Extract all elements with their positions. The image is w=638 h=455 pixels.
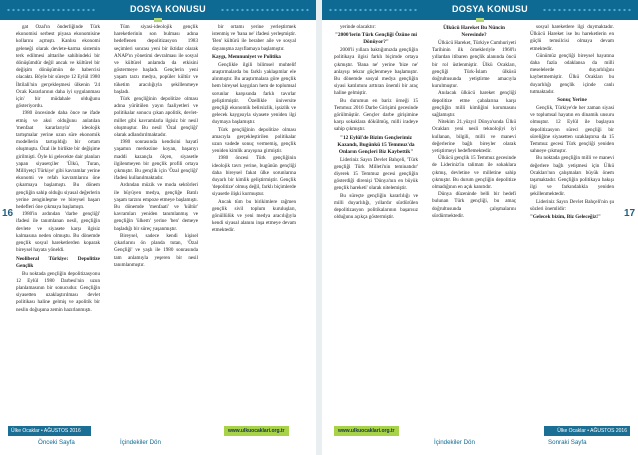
article-paragraph: bir ortamı yerine yerleştirmek istenmiş ve 'bana ne' ifadesi yerleşmiştir. 'Ben' kültürü ile beraber aile ve sosyal dayanışma zayıflamaya başlamıştır. [212,24,296,52]
article-paragraph: Ancak tüm bu birikimlere rağmen gençlik sivil toplum kuruluşları, gönüllülük ve yeni medya aracılığıyla kendi siyasal alanını inşa etmeye devam etmektedir. [212,198,296,234]
article-paragraph: gat Özal'ın önderliğinde Türk ekonomisi serbest piyasa ekonomisine kollarını açmıştı. Kanlısı ekonomi geleneği olarak devlete-karma sistemin terk edilmesi alttarihe sahibindeki bir dönüşümdür değil ancak ve kültürel bir değişim dönüşümün de habercisi olacaktı. Böyle bir süreçte 12 Eylül 1980 İhtilali'nin gerçekleşmesi ülkenin '24 Ocak Kararlarının daha iyi uygulanması için' bir müdahale olduğunu gösteriyordu. [16,24,100,110]
article-column-4 [334,24,418,422]
article-subheading: "2000'lerin Türk Gençliği Özüne mi Dönüyor?" [334,32,417,46]
article-column-1 [16,24,100,422]
article-paragraph: Bireysel, sadece kendi kişisel çıkarlarını ön planda tutan, 'Özal Gençliği' ve yaşlı ile 1980 sonrasında tam anlamıyla yeşeren bir nesil tanımlanmıştır. [114,232,198,268]
article-paragraph: Lideriniz Sayın Devlet Bahçeli, 'Türk gençliği Türk Milleti'nin teminatıdır' diyerek 15 Temmuz gecesi gençliğin gösterdiği direnişi 'Dünya'nın en büyük gençlik hareketi' olarak nitelemiştir. [334,156,418,192]
toc-link-left[interactable]: İçindekiler Dön [120,439,161,446]
article-paragraph: 1980 sonrasında kendisini hayatî yaşamın merkezine koyan, başarıyı maddi kazançla ölçen, siyasetle ilgilenmeyen bir gençlik profili ortaya çıkmıştır. Bu gençlik için 'Özal gençliği' ifadesi kullanılmaktadır. [114,139,198,182]
right-issue-strip: Ülke Ocaklar • AĞUSTOS 2016 [544,426,630,436]
left-issue-strip: Ülke Ocaklar • AĞUSTOS 2016 [8,426,91,436]
article-paragraph: Ülkücü Hareket, Türkiye Cumhuriyeti Tarihinin ilk örnekleriyle 1960'lı yıllardan itibaren gençlik alanında öncü bir rol üstlenmiştir. Ülkü Ocakları, gençliği Türk-İslam ülküsü doğrultusunda yetiştirme amacıyla kurulmuştur. [432,40,516,90]
left-header-title: DOSYA KONUSU [130,4,206,14]
article-paragraph: Türk gençliğinin depolitize olması amacıyla gerçekleştirilen politikalar uzun vadede sonuç vermemiş, gençlik yeniden kimlik arayışına girmiştir. [212,126,296,155]
article-subheading: Neoliberal Türkiye: Depolitize Gençlik [16,255,100,269]
left-page-number: 16 [2,208,14,219]
article-paragraph: Nitekim 21.yüzyıl Dünya'sında Ülkü Ocakları yeni nesli teknolojiyi iyi kullanan, bilgili, milli ve manevi değerlerine bağlı bireyler olarak yetiştirmeyi hedeflemektedir. [432,119,516,155]
header-accent-mark [154,18,162,22]
toc-link-right[interactable]: İçindekiler Dön [434,439,475,446]
article-paragraph: 1980'in ardından 'darbe gençliği' ifadesi ile tanımlanan nesil, gençliğin devlete ve siyasete karşı ilgisiz kalmasına neden olmuştu. Bu dönemde gençlik sosyal hareketlerden koparak bireysel hayata yöneldi. [16,211,100,254]
header-dots-decoration [6,8,96,12]
article-paragraph: 2000'li yıllara baktığımızda gençliğin politikaya ilgisi farklı biçimde ortaya çıkmıştır. 'Bana ne' yerine 'bize ne' anlayışı tekrar güçlenmeye başlamıştır. Bu dönemde sosyal medya gençliğin siyasi katılımını arttıran önemli bir araç haline gelmiştir. [334,47,418,97]
article-paragraph: Gençlikle ilgili bilimsel muhtelif araştırmalarda bu farklı yaklaşımlar ele alınmıştır. Bu araştırmalara göre gençlik hem bireysel kaygıları hem de toplumsal sorunlar karşısında farklı tavırlar geliştirmiştir. Özellikle üniversite gençliği ekonomik belirsizlik, işsizlik ve gelecek kaygısıyla siyasete yeniden ilgi duymaya başlamıştır. [212,61,296,126]
article-column-3 [212,24,296,422]
header-dots-decoration [328,8,418,12]
right-page-number: 17 [624,208,636,219]
article-paragraph: 1980 öncesinde daha önce ne ifade etmiş ve aksi olduğunu anlatılan 'menfaat kararlarıyla' ideolojik tartışmalar yerine uzun süre ekonomik modellerin tartışıldığı bir ortam oluşmuştu. Özal ile birlikte bir değişime girilmişti. Öyle ki gelecekte dair planları yapan siyasetçiler 'Ülkü, Turan, Milliyetçi Türkiye' gibi kavramlar yerine ekonomi ve refah kavramlarını öne çıkarmaya başlamıştı. Bu dönem gençliğin sahip olduğu siyasal değerlerin yerine zenginleşme ve bireysel başarı hedefleri öne çıkmaya başlamıştı. [16,110,100,211]
article-subheading: Sonuç Yerine [557,97,587,104]
article-paragraph: Lideriniz Sayın Devlet Bahçeli'nin şu sözleri önemlidir: [530,198,614,212]
header-dots-decoration [220,8,310,12]
next-page-link[interactable]: Sonraki Sayfa [548,439,587,446]
article-paragraph: Gençlik, Türkiye'de her zaman siyasi ve toplumsal hayatın en dinamik unsuru olmuştur. 12 Eylül ile başlayan depolitizasyon süreci gençliği bir süreliğine siyasetten uzaklaştırsa da 15 Temmuz gecesi Türk gençliği yeniden sahneye çıkmıştır. [530,105,614,155]
article-paragraph: Dünya düzeninde belli bir hedefi bulunan Türk gençliği, bu amaç doğrultusunda çalışmalarını sürdürmektedir. [432,191,516,219]
right-header-bar [322,0,638,20]
article-column-5 [432,24,516,422]
left-header-bar [0,0,316,20]
article-column-6 [530,24,614,422]
article-paragraph: yerinde olacaktır: [340,24,376,30]
page-gutter [316,0,322,455]
article-paragraph: 1980 öncesi Türk gençliğinin ideolojik tavrı yerine, bugünün gençliği daha bireysel fakat ülke sorunlarına duyarlı bir kimlik geliştirmiştir. Gençlik 'depolitize' olmuş değil, farklı biçimlerde siyasetle ilişki kurmuştur. [212,155,296,198]
article-paragraph: Tüm siyasi-ideolojik gençlik hareketlerinin son bulması adına hedeflenen depolitizasyon 1983 seçimleri sonrası yeni bir iktidar olarak ANAP'ın yönetimi devralması ile sosyal ve kültürel anlamda da etkisini göstermeye başladı. Gençlerin yeni yaşam tarzı medya, popüler kültür ve tüketim aracılığıyla şekillenmeye başladı. [114,24,198,95]
left-website-link[interactable]: www.ulkuocaklari.org.tr [224,426,289,436]
previous-page-link[interactable]: Önceki Sayfa [38,439,75,446]
right-website-link[interactable]: www.ulkuocaklari.org.tr [334,426,399,436]
article-paragraph: Ülkücü gençlik 15 Temmuz gecesinde de Lideriniz'in talimatı ile sokaklara çıkmış, devletine ve milletine sahip çıkmıştır. Bu durum gençliğin depolitize olmadığının en açık kanıtıdır. [432,155,516,191]
article-subheading: "12 Eylül'de Bizim Gençlerimiz Kazandı, Bugünkü 15 Temmuz'da Onların Gençleri Biz Kaybettik" [337,134,415,155]
article-column-2 [114,24,198,422]
article-paragraph: Ardından müzik ve moda sektörleri ile büyüyen medya, gençliğe Batılı yaşam tarzını empoze etmeye başlamıştı. Bu dönemde 'menfaati' ve 'kültür' kavramları yeniden tanımlanmış ve gençliğin 'ülkem' yerine 'ben' demeye başladığı bir süreç yaşanmıştır. [114,182,198,232]
article-subheading: "Gelecek bizim, Biz Geleceğiz!" [530,214,601,221]
header-dots-decoration [542,8,632,12]
article-paragraph: Bu süreçte gençliğin kararlılığı ve milli duyarlılığı, yıllardır sürdürülen depolitizasyon politikalarının başarısız olduğunu açıkça göstermiştir. [334,192,418,221]
article-paragraph: Günümüz gençliği bireysel hayatına daha fazla odaklansa da milli meselelerde duyarlılığını kaybetmemiştir. Ülkü Ocakları bu duyarlılığı gençlik içinde canlı tutmaktadır. [530,52,614,95]
article-paragraph: Bu noktada gençliğin milli ve manevi değerlere bağlı yetişmesi için Ülkü Ocakları'nın çalışmaları büyük önem taşımaktadır. Gençliğin politikaya bakışı ilgi ve farkındalıkla yeniden şekillenmektedir. [530,155,614,198]
article-paragraph: Bu durumun en bariz örneği 15 Temmuz 2016 Darbe Girişimi gecesinde görülmüştür. Gençler darbe girişimine karşı sokaklara dökülmüş, milli iradeye sahip çıkmıştır. [334,97,418,133]
article-paragraph: Türk gençliğinin depolitize olması adına yürütülen yayın faaliyetleri ve politikalar sonucu çıkan apolitik, devlet-millet gibi kavramlarla ilgisiz bir nesil oluşmuştur. Bu nesil 'Özal gençliği' olarak adlandırılmaktadır. [114,96,198,139]
right-header-title: DOSYA KONUSU [452,4,528,14]
article-paragraph: sosyal hareketlere ilgi duymaktadır. Ülkücü Hareket ise bu hareketlerin en güçlü temsilcisi olmaya devam etmektedir. [530,24,614,52]
article-subheading: Ülkücü Hareket Bu Nüncin Neresinde? [443,25,505,38]
article-subheading: Kaygı, Memnuniyet ve Politika [212,53,281,60]
header-accent-mark [476,18,484,22]
article-paragraph: Anılacak ülkücü hareket gençliği depolitize etme çabalarına karşı gençliğin milli kimliğini korumasını sağlamıştır. [432,90,516,119]
article-paragraph: Bu noktada gençliğin depolitizasyonu 12 Eylül 1980 Darbesi'nin uzun planlamasının bir sonucudur. Gençliğin siyasetten uzaklaştırılması devlet politikası haline gelmiş ve apolitik bir neslin doğuşuna zemin hazırlanmıştı. [16,270,100,313]
